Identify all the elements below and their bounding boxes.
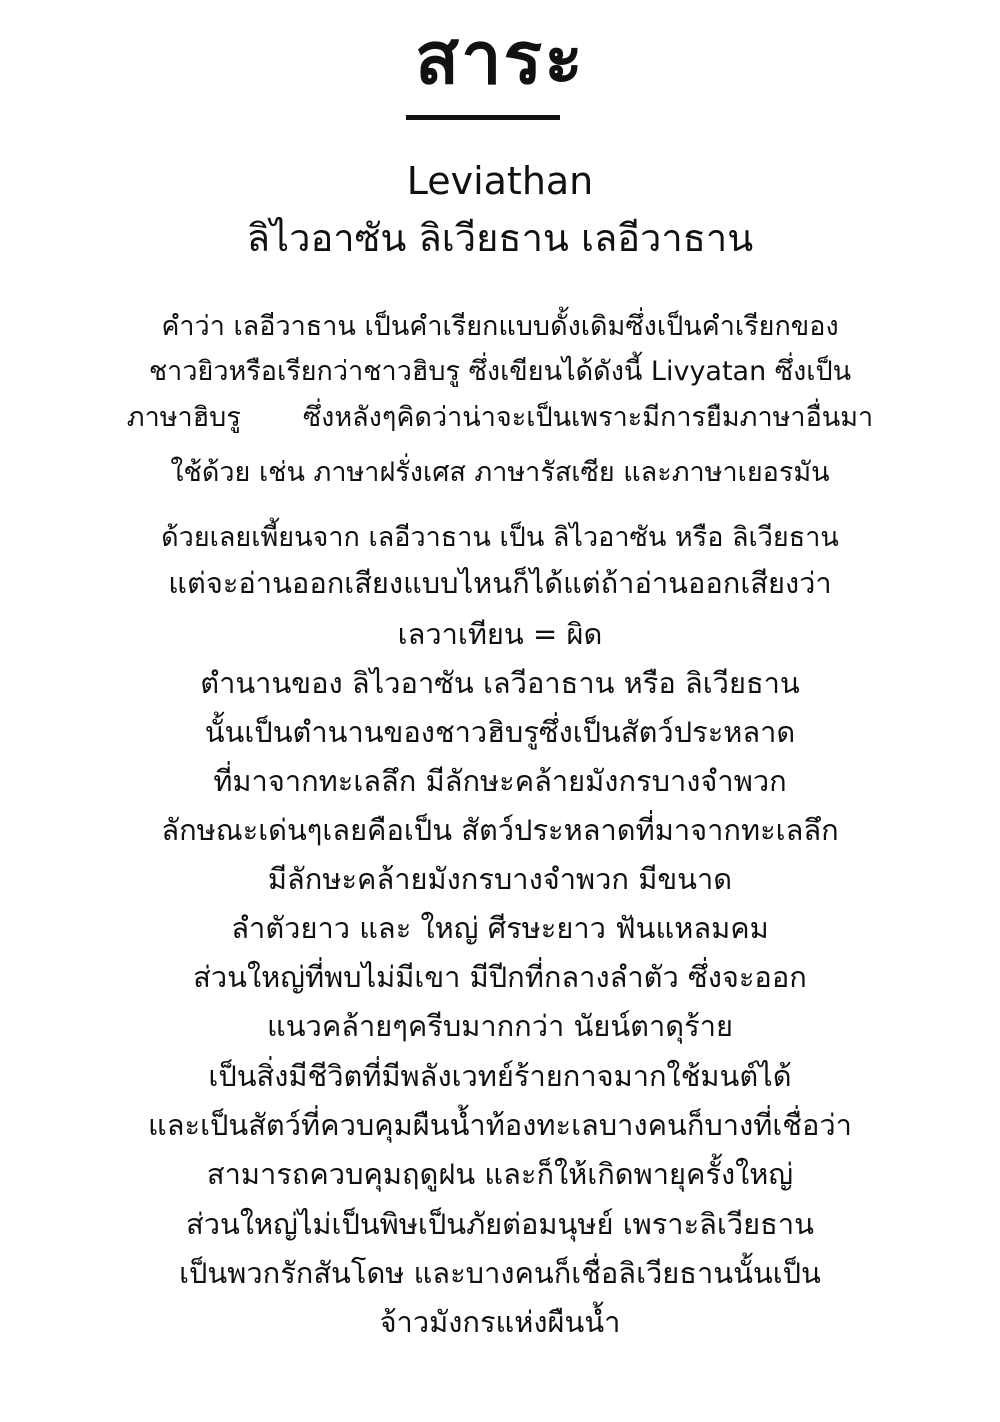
body-line: ที่มาจากทะเลลึก มีลักษะคล้ายมังกรบางจำพวก <box>213 764 787 798</box>
body-line: ด้วยเลยเพี้ยนจาก เลอีวาธาน เป็น ลิไวอาซัน หรือ ลิเวียธาน <box>161 522 839 553</box>
body-line: จ้าวมังกรแห่งผืนน้ำ <box>379 1305 621 1339</box>
paragraph-line-right: ซึ่งหลังๆคิดว่าน่าจะเป็นเพราะมีการยืมภาษาอื่นมา <box>302 402 874 433</box>
body-line: แต่จะอ่านออกเสียงแบบไหนก็ได้แต่ถ้าอ่านออกเสียงว่า <box>168 566 832 600</box>
paragraph-line <box>0 398 1000 438</box>
paragraph-line: ใช้ด้วย เช่น ภาษาฝรั่งเศส ภาษารัสเซีย และภาษาเยอรมัน <box>170 457 830 488</box>
body-line: สามารถควบคุมฤดูฝน และก็ให้เกิดพายุครั้งใหญ่ <box>206 1157 794 1191</box>
body-line: ตำนานของ ลิไวอาซัน เลวีอาธาน หรือ ลิเวียธาน <box>200 666 800 700</box>
body-line: ลำตัวยาว และ ใหญ่ ศีรษะยาว ฟันแหลมคม <box>231 911 769 945</box>
paragraph-line-left: ภาษาฮิบรู <box>126 402 241 433</box>
body-line: ส่วนใหญ่ที่พบไม่มีเขา มีปีกที่กลางลำตัว ซึ่งจะออก <box>193 960 807 994</box>
paragraph-line: คำว่า เลอีวาธาน เป็นคำเรียกแบบดั้งเดิมซึ่งเป็นคำเรียกของ <box>161 311 839 342</box>
subtitle-english: Leviathan <box>406 159 594 203</box>
body-line: มีลักษะคล้ายมังกรบางจำพวก มีขนาด <box>267 862 733 896</box>
body-line: เป็นพวกรักสันโดษ และบางคนก็เชื่อลิเวียธานนั้นเป็น <box>179 1256 821 1290</box>
title-underline <box>406 115 560 120</box>
body-line: แนวคล้ายๆครีบมากกว่า นัยน์ตาดุร้าย <box>267 1009 733 1043</box>
body-line: และเป็นสัตว์ที่ควบคุมผืนน้ำท้องทะเลบางคนก็บางที่เชื่อว่า <box>148 1108 852 1142</box>
body-line: เป็นสิ่งมีชีวิตที่มีพลังเวทย์ร้ายกาจมากใช้มนต์ได้ <box>208 1059 792 1093</box>
subtitle-thai: ลิไวอาซัน ลิเวียธาน เลอีวาธาน <box>246 216 754 260</box>
paragraph-line: ชาวยิวหรือเรียกว่าชาวฮิบรู ซึ่งเขียนได้ดังนี้ Livyatan ซึ่งเป็น <box>148 356 852 387</box>
body-line: นั้นเป็นตำนานของชาวฮิบรูซึ่งเป็นสัตว์ประหลาด <box>204 715 796 749</box>
body-line: เลวาเทียน = ผิด <box>397 617 603 651</box>
body-line: ส่วนใหญ่ไม่เป็นพิษเป็นภัยต่อมนุษย์ เพราะลิเวียธาน <box>186 1207 814 1241</box>
page-title: สาระ <box>415 16 585 100</box>
body-line: ลักษณะเด่นๆเลยคือเป็น สัตว์ประหลาดที่มาจากทะเลลึก <box>161 813 839 847</box>
